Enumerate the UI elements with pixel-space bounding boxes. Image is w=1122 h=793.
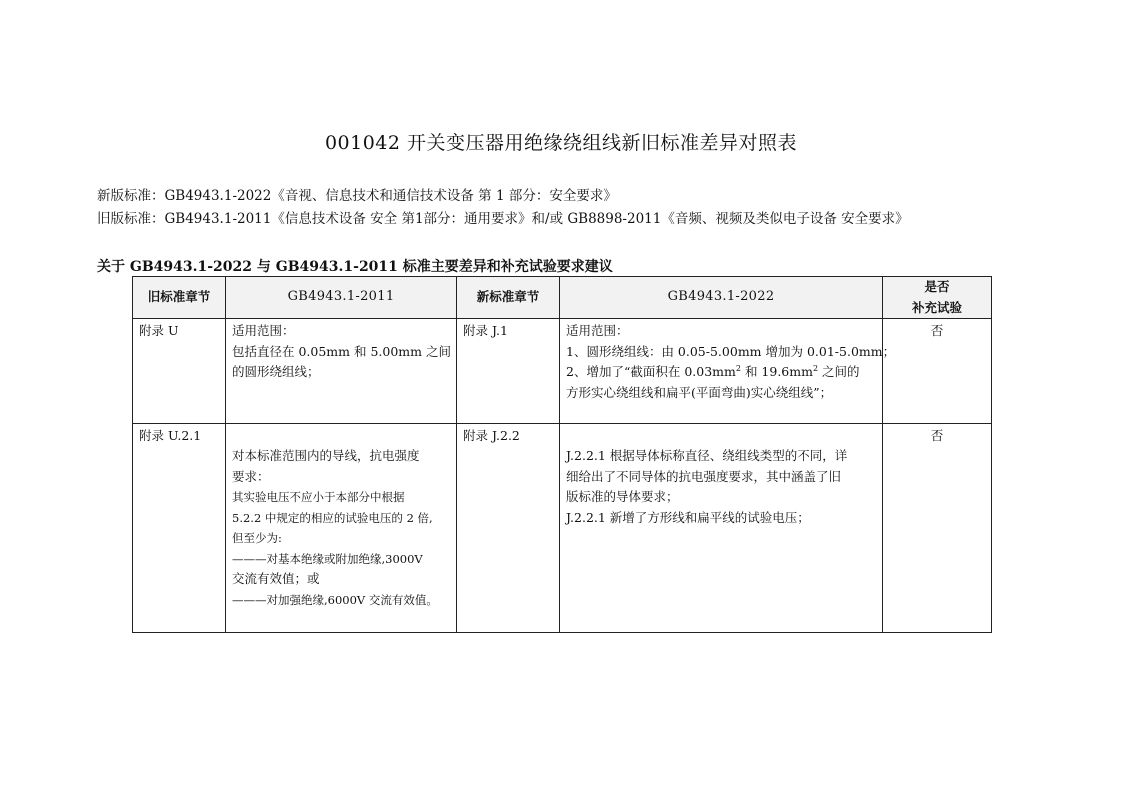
header-supp-line1: 是否 bbox=[924, 279, 950, 294]
old-clause-cell: 附录 U bbox=[133, 319, 226, 424]
old-text-line: 其实验电压不应小于本部分中根据 bbox=[232, 490, 405, 504]
table-row bbox=[133, 319, 992, 424]
new-text-cell bbox=[560, 319, 896, 424]
new-text-line: 方形实心绕组线和扁平(平面弯曲)实心绕组线”； bbox=[566, 384, 833, 400]
new-text-fragment: 之间的 bbox=[822, 364, 860, 379]
header-new-standard: GB4943.1-2022 bbox=[560, 277, 883, 319]
old-text-line: 要求： bbox=[232, 468, 270, 484]
header-supp-line2: 补充试验 bbox=[911, 299, 962, 315]
old-standard-line: 旧版标准：GB4943.1-2011《信息技术设备 安全 第1部分：通用要求》和/或 GB8898-2011《音频、视频及类似电子设备 安全要求》 bbox=[97, 211, 909, 227]
old-text-line: 交流有效值；或 bbox=[232, 571, 320, 586]
old-text-line: 包括直径在 0.05mm 和 5.00mm 之间 bbox=[232, 343, 451, 359]
table-row bbox=[133, 424, 992, 633]
new-text-line bbox=[566, 362, 876, 383]
new-standard-line: 新版标准：GB4943.1-2022《音视、信息技术和通信技术设备 第 1 部分：安全要求》 bbox=[97, 188, 617, 204]
spacer bbox=[232, 426, 450, 446]
old-text-line: 但至少为: bbox=[232, 531, 282, 545]
new-text-line: 版标准的导体要求； bbox=[566, 489, 679, 504]
header-new-clause: 新标准章节 bbox=[457, 277, 560, 319]
old-text-line: 对本标准范围内的导线，抗电强度 bbox=[232, 448, 420, 463]
new-text-cell bbox=[560, 424, 883, 633]
superscript: 2 bbox=[812, 363, 819, 373]
supplementary-cell: 否 bbox=[883, 319, 992, 424]
header-old-clause: 旧标准章节 bbox=[133, 277, 226, 319]
spacer bbox=[566, 426, 876, 446]
superscript: 2 bbox=[735, 363, 741, 373]
table-header-row bbox=[133, 277, 992, 319]
old-text-cell bbox=[226, 319, 457, 424]
old-text-line: ———对加强绝缘,6000V 交流有效值。 bbox=[232, 592, 438, 607]
new-text-fragment: 2、增加了“截面积在 0.03mm bbox=[566, 364, 736, 379]
old-text-line: 适用范围： bbox=[232, 323, 295, 338]
new-clause-cell: 附录 J.2.2 bbox=[457, 424, 560, 633]
old-text-line: 的圆形绕组线； bbox=[232, 364, 320, 379]
new-text-line: J.2.2.1 根据导体标称直径、绕组线类型的不同，详 bbox=[566, 448, 848, 463]
old-text-cell bbox=[226, 424, 457, 633]
old-text-line: 5.2.2 中规定的相应的试验电压的 2 倍, bbox=[232, 510, 433, 525]
new-text-line: J.2.2.1 新增了方形线和扁平线的试验电压； bbox=[566, 509, 810, 525]
supplementary-cell: 否 bbox=[883, 424, 992, 633]
old-clause-cell: 附录 U.2.1 bbox=[133, 424, 226, 633]
new-text-line: 细给出了不同导体的抗电强度要求，其中涵盖了旧 bbox=[566, 468, 842, 484]
page-title: 001042 开关变压器用绝缘绕组线新旧标准差异对照表 bbox=[324, 132, 798, 154]
new-text-fragment: 和 19.6mm bbox=[744, 364, 813, 379]
old-text-line: ———对基本绝缘或附加绝缘,3000V bbox=[232, 551, 423, 566]
header-old-standard: GB4943.1-2011 bbox=[226, 277, 457, 319]
new-clause-cell: 附录 J.1 bbox=[457, 319, 560, 424]
header-supplementary-test bbox=[883, 277, 992, 319]
comparison-table bbox=[132, 276, 992, 633]
section-heading: 关于 GB4943.1-2022 与 GB4943.1-2011 标准主要差异和补充试验要求建议 bbox=[97, 259, 613, 275]
new-text-line: 1、圆形绕组线：由 0.05-5.00mm 增加为 0.01-5.0mm； bbox=[566, 343, 896, 359]
new-text-line: 适用范围： bbox=[566, 323, 629, 338]
